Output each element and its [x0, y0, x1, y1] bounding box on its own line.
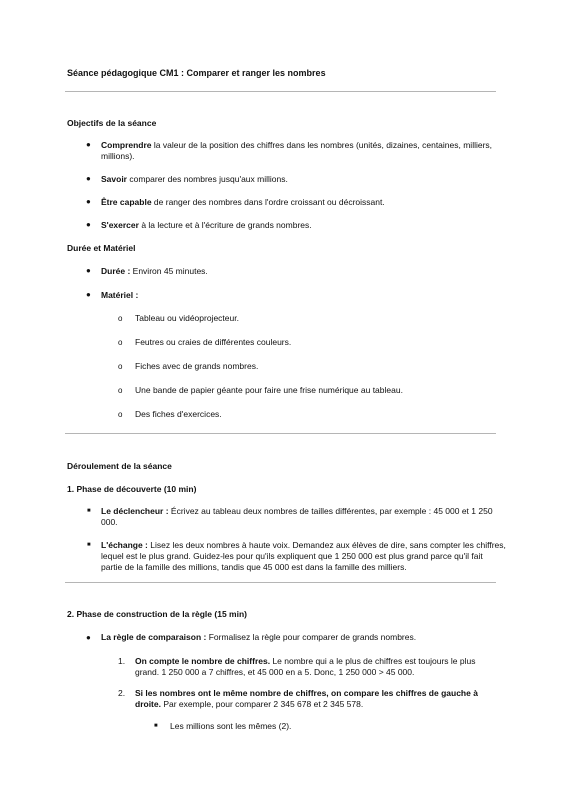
circle-bullet-icon: o: [118, 338, 123, 347]
sub-list-item: Tableau ou vidéoprojecteur.: [135, 313, 239, 323]
bullet-icon: ●: [86, 197, 91, 206]
circle-bullet-icon: o: [118, 314, 123, 323]
bullet-icon: ●: [86, 220, 91, 229]
sub-list-item: Les millions sont les mêmes (2).: [170, 721, 292, 731]
square-bullet-icon: ■: [87, 542, 91, 548]
list-item: L'échange : Lisez les deux nombres à haute voix. Demandez aux élèves de dire, sans compter les chiffres, lequel est le plus grand. Guidez-les pour qu'ils expliquent que 1 250 000 est plus grand parce qu'il fait partie de la famille des millions, tandis que 45 000 est dans la famille des milliers.: [101, 540, 506, 572]
list-item: Le déclencheur : Écrivez au tableau deux nombres de tailles différentes, par exemple : 45 000 et 1 250 000.: [101, 506, 493, 527]
divider: [65, 91, 496, 92]
section-heading-objectifs: Objectifs de la séance: [67, 118, 157, 128]
sub-list-item: Feutres ou craies de différentes couleurs.: [135, 337, 292, 347]
bullet-icon: ●: [86, 633, 91, 642]
list-item: Durée : Environ 45 minutes.: [101, 266, 208, 276]
square-bullet-icon: ■: [87, 508, 91, 514]
list-item: La règle de comparaison : Formalisez la règle pour comparer de grands nombres.: [101, 632, 417, 642]
list-item: S'exercer à la lecture et à l'écriture de grands nombres.: [101, 220, 312, 230]
numbered-item: On compte le nombre de chiffres. Le nombre qui a le plus de chiffres est toujours le plus grand. 1 250 000 a 7 chiffres, et 45 000 en a 5. Donc, 1 250 000 > 45 000.: [135, 656, 476, 677]
sub-list-item: Une bande de papier géante pour faire une frise numérique au tableau.: [135, 385, 403, 395]
square-bullet-icon: ■: [154, 723, 158, 729]
page-title: Séance pédagogique CM1 : Comparer et ranger les nombres: [67, 68, 326, 78]
step-number: 1.: [118, 656, 126, 666]
list-item: Être capable de ranger des nombres dans l'ordre croissant ou décroissant.: [101, 197, 385, 207]
sub-list-item: Des fiches d'exercices.: [135, 409, 222, 419]
circle-bullet-icon: o: [118, 410, 123, 419]
bullet-icon: ●: [86, 140, 91, 149]
bullet-icon: ●: [86, 290, 91, 299]
phase-2-title: 2. Phase de construction de la règle (15 min): [67, 609, 247, 619]
numbered-item: Si les nombres ont le même nombre de chiffres, on compare les chiffres de gauche à droite. Par exemple, pour comparer 2 345 678 et 2 345 578.: [135, 688, 478, 709]
circle-bullet-icon: o: [118, 386, 123, 395]
divider: [65, 433, 496, 434]
bullet-icon: ●: [86, 266, 91, 275]
circle-bullet-icon: o: [118, 362, 123, 371]
divider: [65, 582, 496, 583]
list-item: Comprendre la valeur de la position des chiffres dans les nombres (unités, dizaines, centaines, milliers, millions).: [101, 140, 493, 161]
bullet-icon: ●: [86, 174, 91, 183]
phase-1-title: 1. Phase de découverte (10 min): [67, 484, 197, 494]
step-number: 2.: [118, 688, 126, 698]
sub-list-item: Fiches avec de grands nombres.: [135, 361, 259, 371]
list-item: Savoir comparer des nombres jusqu'aux millions.: [101, 174, 288, 184]
list-item: Matériel :: [101, 290, 139, 300]
section-heading-duree: Durée et Matériel: [67, 243, 136, 253]
section-heading-deroulement: Déroulement de la séance: [67, 461, 172, 471]
